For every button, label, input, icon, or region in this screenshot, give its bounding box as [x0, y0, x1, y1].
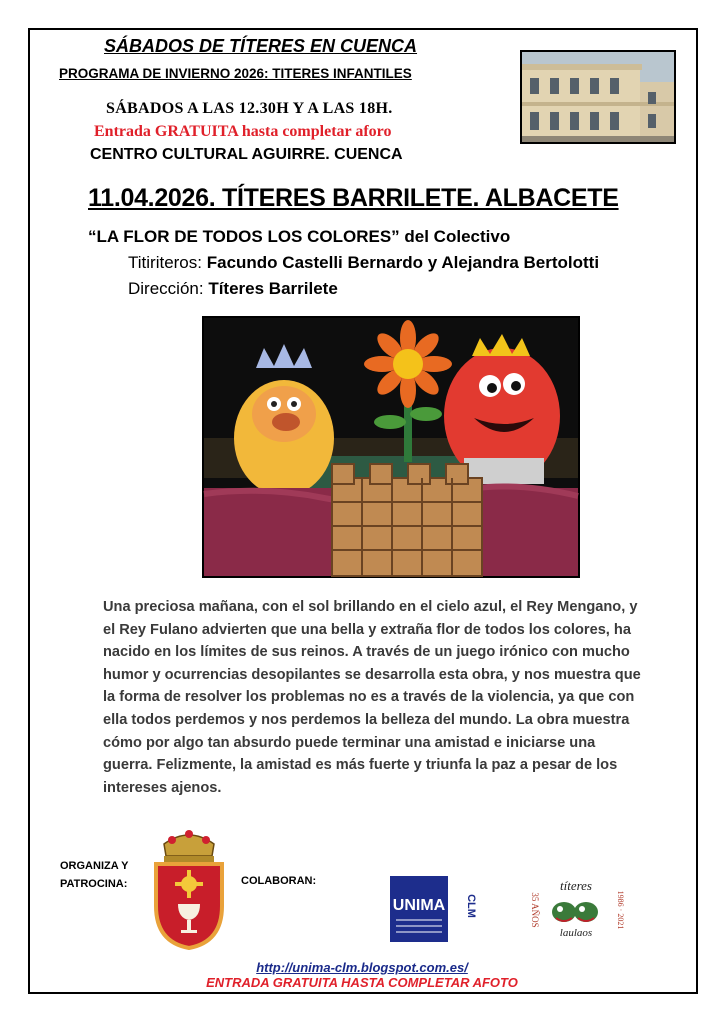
footer-notice: ENTRADA GRATUITA HASTA COMPLETAR AFOTO [206, 975, 518, 990]
play-title: “LA FLOR DE TODOS LOS COLORES” del Colectivo [88, 227, 511, 246]
colaboran-label: COLABORAN: [241, 875, 317, 887]
unima-clm-logo [390, 876, 477, 942]
blog-link[interactable]: http://unima-clm.blogspot.com.es/ [256, 960, 468, 975]
titeres-laulaos-logo [524, 876, 626, 942]
puppeteers-label: Titiriteros: [128, 253, 202, 272]
puppeteers-line [128, 253, 599, 273]
program-title: PROGRAMA DE INVIERNO 2026: TITERES INFANTILES [59, 66, 412, 81]
titeres-sub-text: laulaos [559, 927, 593, 939]
play-description: Una preciosa mañana, con el sol brillando en el cielo azul, el Rey Mengano, y el Rey Fulano advierten que una bella y extraña flor de todos los colores, ha nacido en los límites de sus reinos. A través de un juego irónico con mucho humor y ocurrencias desopilantes se desarrolla esta obra, y nos muestra que la forma de resolver los problemas no es a través de la violencia, ya que con ella todos perdemos y nos perdemos la belleza del mundo. La obra muestra cómo por algo tan absurdo puede terminar una amistad e iniciarse una guerra. Felizmente, la amistad es más fuerte y triunfa la paz a pesar de los intereses ajenos. [103, 599, 641, 796]
titeres-range-text: 1986 · 2021 [616, 890, 625, 930]
schedule-text: SÁBADOS A LAS 12.30H Y A LAS 18H. [106, 100, 393, 117]
series-title: SÁBADOS DE TÍTERES EN CUENCA [104, 36, 418, 56]
organiza-label [60, 857, 128, 893]
organiza-line-1: ORGANIZA Y [60, 860, 129, 872]
event-heading: 11.04.2026. TÍTERES BARRILETE. ALBACETE [88, 184, 619, 212]
direction-line [128, 279, 338, 299]
cuenca-coat-of-arms-logo [150, 826, 228, 950]
unima-side-text: CLM [465, 894, 477, 918]
unima-text: UNIMA [392, 897, 446, 914]
free-entry-text: Entrada GRATUITA hasta completar aforo [94, 123, 392, 140]
organiza-line-2: PATROCINA: [60, 878, 128, 890]
titeres-logo-text: títeres [559, 878, 593, 893]
venue-building-photo [520, 50, 676, 144]
puppeteers-names: Facundo Castelli Bernardo y Alejandra Bertolotti [206, 253, 600, 272]
direction-name: Títeres Barrilete [208, 279, 338, 298]
titeres-years-text: 35 AÑOS [530, 892, 540, 928]
direction-label: Dirección: [128, 279, 204, 298]
venue-text: CENTRO CULTURAL AGUIRRE. CUENCA [90, 146, 403, 163]
puppet-show-photo [202, 316, 580, 578]
